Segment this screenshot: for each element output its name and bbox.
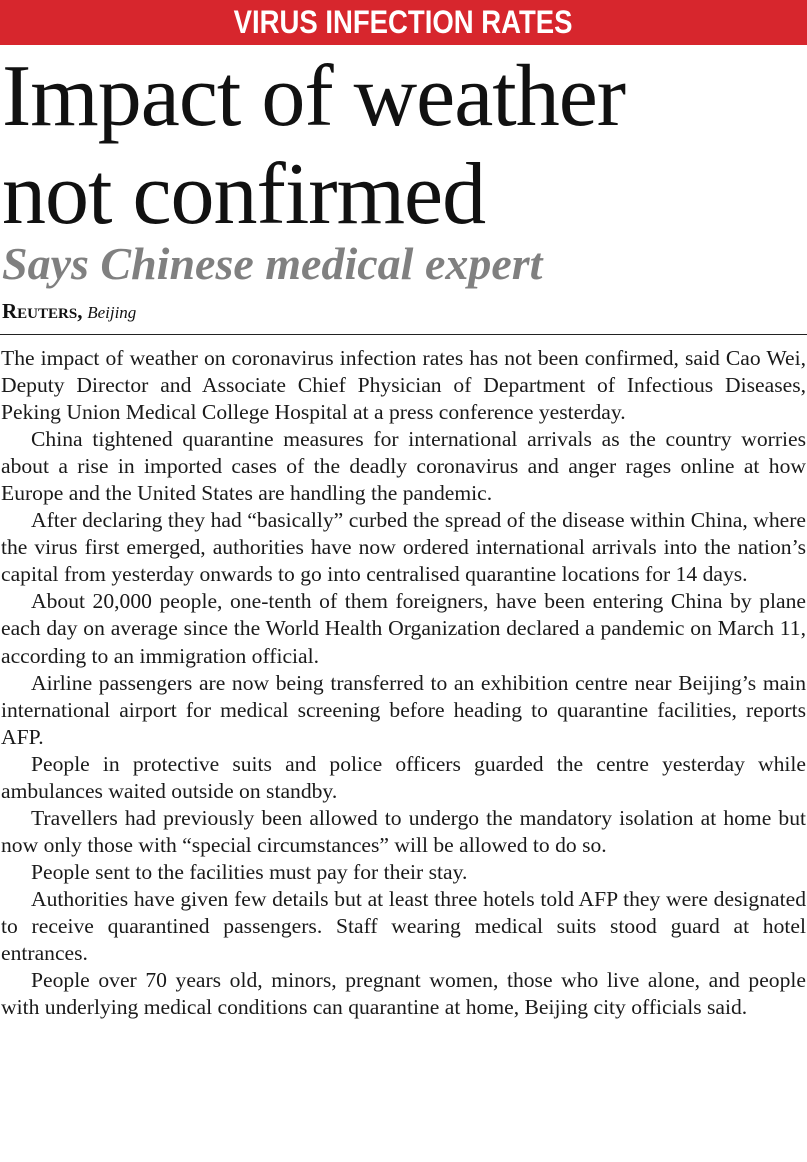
article-body — [1, 345, 806, 1021]
article-paragraph: Airline passengers are now being transferred to an exhibition centre near Beijing’s main international airport for medical screening before heading to quarantine facilities, reports AFP. — [1, 670, 806, 749]
section-kicker: VIRUS INFECTION RATES — [234, 4, 573, 40]
section-banner — [0, 0, 807, 45]
byline-dateline: Beijing — [87, 303, 137, 322]
article-paragraph: After declaring they had “basically” curbed the spread of the disease within China, where the virus first emerged, authorities have now ordered international arrivals into the nation’s capital from yesterday onwards to go into centralised quarantine locations for 14 days. — [1, 508, 806, 587]
article-paragraph: People over 70 years old, minors, pregnant women, those who live alone, and people with underlying medical conditions can quarantine at home, Beijing city officials said. — [1, 968, 806, 1020]
byline — [2, 299, 136, 325]
headline — [2, 48, 807, 244]
byline-divider — [0, 334, 807, 335]
article-paragraph: Travellers had previously been allowed to undergo the mandatory isolation at home but now only those with “special circumstances” will be allowed to do so. — [1, 805, 806, 857]
article-paragraph: The impact of weather on coronavirus infection rates has not been confirmed, said Cao Wei, Deputy Director and Associate Chief Physician of Department of Infectious Diseases, Peking Union Medical College Hospital at a press conference yesterday. — [1, 346, 806, 425]
headline-line-1: Impact of weather — [2, 48, 626, 145]
article-paragraph: People in protective suits and police officers guarded the centre yesterday while ambulances waited outside on standby. — [1, 751, 806, 803]
subheadline: Says Chinese medical expert — [2, 238, 543, 289]
article-paragraph: China tightened quarantine measures for international arrivals as the country worries about a rise in imported cases of the deadly coronavirus and anger rages online at how Europe and the United States are handling the pandemic. — [1, 427, 806, 506]
article-paragraph: Authorities have given few details but at least three hotels told AFP they were designated to receive quarantined passengers. Staff wearing medical suits stood guard at hotel entrances. — [1, 886, 806, 966]
article-paragraph: About 20,000 people, one-tenth of them foreigners, have been entering China by plane each day on average since the World Health Organization declared a pandemic on March 11, according to an immigration official. — [1, 589, 806, 668]
headline-line-2: not confirmed — [2, 146, 486, 243]
byline-agency: Reuters, — [2, 299, 83, 323]
article-paragraph: People sent to the facilities must pay for their stay. — [31, 859, 468, 884]
